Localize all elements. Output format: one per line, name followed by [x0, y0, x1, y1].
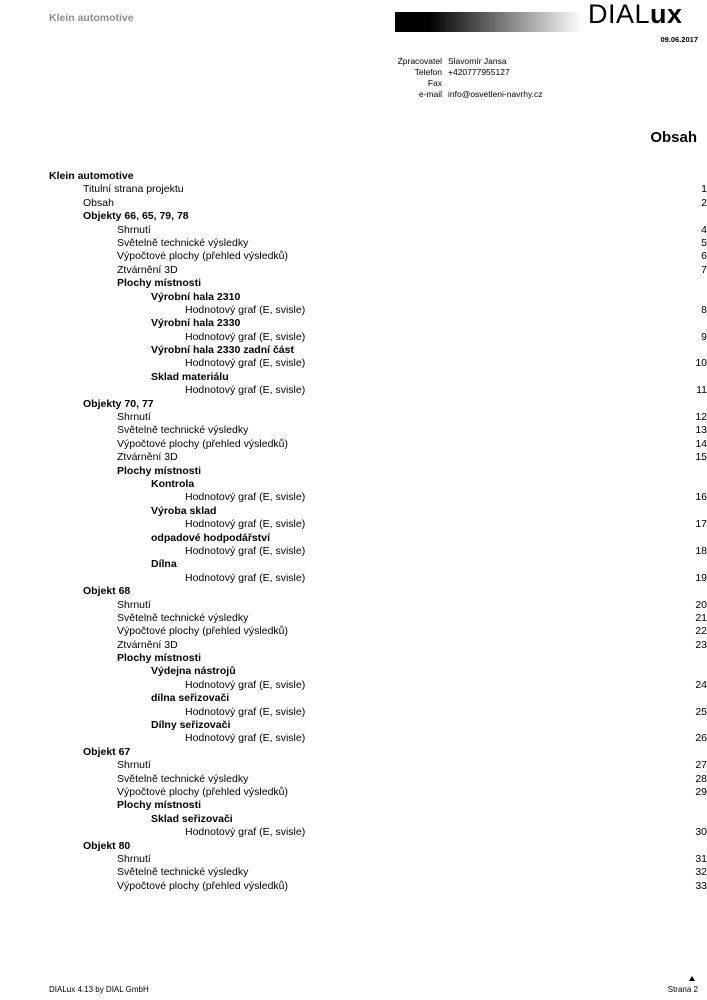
toc-entry-label: Hodnotový graf (E, svisle) — [185, 732, 306, 745]
toc-entry-label: Výpočtové plochy (přehled výsledků) — [117, 437, 289, 450]
toc-entry-label: Plochy místnosti — [117, 799, 202, 812]
toc-entry[interactable] — [49, 304, 707, 317]
toc-entry-page: 26 — [695, 732, 707, 745]
toc-entry-label: Plochy místnosti — [117, 277, 202, 290]
toc-entry-page: 6 — [701, 250, 707, 263]
toc-entry-page: 21 — [695, 611, 707, 624]
toc-entry-label: Hodnotový graf (E, svisle) — [185, 384, 306, 397]
toc-entry[interactable] — [49, 612, 707, 625]
toc-entry-label: Objekty 70, 77 — [83, 397, 154, 410]
toc-entry-label: Shrnutí — [117, 598, 151, 611]
toc-entry-label: Výdejna nástrojů — [151, 665, 236, 678]
toc-entry[interactable] — [49, 786, 707, 799]
toc-entry-page: 19 — [695, 571, 707, 584]
footer-page-number: Strana 2 — [667, 985, 698, 994]
toc-entry-page: 11 — [696, 384, 707, 397]
toc-entry[interactable] — [49, 719, 707, 732]
toc-entry[interactable] — [49, 558, 707, 571]
toc-entry[interactable] — [49, 532, 707, 545]
toc-entry[interactable] — [49, 170, 707, 183]
toc-entry-label: Hodnotový graf (E, svisle) — [185, 826, 306, 839]
contact-row — [370, 78, 700, 89]
toc-entry-page: 29 — [695, 785, 707, 798]
toc-entry[interactable] — [49, 679, 707, 692]
contact-value: Slavomír Jansa — [448, 56, 507, 66]
toc-entry-page: 27 — [695, 759, 707, 772]
toc-entry-label: Hodnotový graf (E, svisle) — [185, 303, 306, 316]
contact-row — [370, 56, 700, 67]
contact-value: info@osvetleni-navrhy.cz — [448, 89, 543, 99]
toc-entry-label: Shrnutí — [117, 411, 151, 424]
toc-entry-label: dílna seřizovači — [151, 692, 230, 705]
toc-entry-page: 30 — [695, 826, 707, 839]
toc-entry-label: Objekt 80 — [83, 839, 131, 852]
toc-entry-label: Světelně technické výsledky — [117, 866, 249, 879]
toc-entry[interactable] — [49, 813, 707, 826]
toc-entry[interactable] — [49, 599, 707, 612]
toc-entry-page: 2 — [701, 196, 707, 209]
toc-entry[interactable] — [49, 692, 707, 705]
toc-entry-label: Plochy místnosti — [117, 652, 202, 665]
toc-entry[interactable] — [49, 826, 707, 839]
toc-entry-label: Ztvárnění 3D — [117, 451, 178, 464]
toc-entry[interactable] — [49, 853, 707, 866]
company-name: Klein automotive — [49, 12, 134, 24]
toc-entry-label: Světelně technické výsledky — [117, 236, 249, 249]
toc-entry[interactable] — [49, 518, 707, 531]
toc-entry-label: Objekt 68 — [83, 585, 131, 598]
contact-block — [370, 56, 700, 100]
toc-entry[interactable] — [49, 264, 707, 277]
toc-entry[interactable] — [49, 652, 707, 665]
toc-entry-label: Klein automotive — [49, 170, 134, 182]
toc-entry-page: 5 — [701, 236, 707, 249]
toc-entry[interactable] — [49, 291, 707, 304]
dialux-logo — [588, 1, 683, 28]
toc-entry[interactable] — [49, 424, 707, 437]
toc-entry[interactable] — [49, 317, 707, 330]
header-gradient-bar — [395, 12, 583, 32]
toc-entry-label: Ztvárnění 3D — [117, 263, 178, 276]
toc-entry-label: Hodnotový graf (E, svisle) — [185, 544, 306, 557]
toc-entry-page: 10 — [695, 357, 707, 370]
toc-entry-label: Shrnutí — [117, 759, 151, 772]
toc-entry[interactable] — [49, 746, 707, 759]
toc-entry[interactable] — [49, 398, 707, 411]
section-title: Obsah — [650, 129, 697, 146]
toc-entry-page: 28 — [695, 772, 707, 785]
toc-entry[interactable] — [49, 237, 707, 250]
toc-entry-label: Hodnotový graf (E, svisle) — [185, 330, 306, 343]
toc-entry[interactable] — [49, 799, 707, 812]
toc-entry[interactable] — [49, 585, 707, 598]
toc-entry-label: Hodnotový graf (E, svisle) — [185, 571, 306, 584]
toc-entry[interactable] — [49, 331, 707, 344]
logo-part-bold: ux — [650, 0, 683, 29]
toc-entry-page: 16 — [695, 491, 707, 504]
contact-row — [370, 67, 700, 78]
toc-entry-page: 14 — [695, 437, 707, 450]
toc-entry-page: 4 — [701, 223, 707, 236]
table-of-contents — [49, 170, 707, 893]
toc-entry[interactable] — [49, 277, 707, 290]
document-date: 09.06.2017 — [660, 35, 698, 44]
toc-entry-label: Hodnotový graf (E, svisle) — [185, 678, 306, 691]
toc-entry[interactable] — [49, 706, 707, 719]
toc-entry-label: Výrobní hala 2330 — [151, 317, 241, 330]
toc-entry-label: Hodnotový graf (E, svisle) — [185, 705, 306, 718]
toc-entry[interactable] — [49, 183, 707, 196]
toc-entry-label: Výrobní hala 2310 — [151, 290, 241, 303]
contact-value: +420777955127 — [448, 67, 510, 77]
toc-entry[interactable] — [49, 505, 707, 518]
toc-entry[interactable] — [49, 545, 707, 558]
contact-label: Zpracovatel — [397, 56, 442, 66]
toc-entry[interactable] — [49, 344, 707, 357]
toc-entry-label: Výpočtové plochy (přehled výsledků) — [117, 250, 289, 263]
toc-entry-label: Plochy místnosti — [117, 464, 202, 477]
toc-entry-page: 33 — [695, 879, 707, 892]
toc-entry-label: Světelně technické výsledky — [117, 772, 249, 785]
toc-entry[interactable] — [49, 371, 707, 384]
toc-entry-label: Ztvárnění 3D — [117, 638, 178, 651]
toc-entry-label: Světelně technické výsledky — [117, 424, 249, 437]
toc-entry-label: Výpočtové plochy (přehled výsledků) — [117, 879, 289, 892]
toc-entry-page: 18 — [695, 544, 707, 557]
toc-entry-label: Obsah — [83, 196, 114, 209]
toc-entry[interactable] — [49, 465, 707, 478]
toc-entry[interactable] — [49, 451, 707, 464]
footer-software: DIALux 4.13 by DIAL GmbH — [49, 985, 149, 994]
toc-entry[interactable] — [49, 625, 707, 638]
toc-entry-label: Kontrola — [151, 477, 195, 490]
toc-entry-label: Sklad materiálu — [151, 370, 229, 383]
contact-label: e-mail — [418, 89, 442, 99]
toc-entry[interactable] — [49, 840, 707, 853]
toc-entry-page: 22 — [695, 625, 707, 638]
toc-entry-page: 23 — [695, 638, 707, 651]
toc-entry[interactable] — [49, 224, 707, 237]
toc-entry-label: Sklad seřizovači — [151, 812, 233, 825]
toc-entry-label: Shrnutí — [117, 852, 151, 865]
toc-entry-label: Světelně technické výsledky — [117, 611, 249, 624]
up-arrow-icon — [689, 976, 695, 981]
toc-entry-page: 7 — [701, 263, 707, 276]
toc-entry-label: Výpočtové plochy (přehled výsledků) — [117, 785, 289, 798]
toc-entry-label: Shrnutí — [117, 223, 151, 236]
toc-entry-label: Hodnotový graf (E, svisle) — [185, 518, 306, 531]
toc-entry[interactable] — [49, 491, 707, 504]
toc-entry[interactable] — [49, 880, 707, 893]
toc-entry-page: 17 — [695, 518, 707, 531]
toc-entry-label: Výpočtové plochy (přehled výsledků) — [117, 625, 289, 638]
toc-entry-label: Dílny seřizovači — [151, 719, 231, 732]
toc-entry[interactable] — [49, 572, 707, 585]
toc-entry[interactable] — [49, 438, 707, 451]
toc-entry[interactable] — [49, 732, 707, 745]
toc-entry-label: Objekty 66, 65, 79, 78 — [83, 210, 189, 223]
toc-entry-page: 25 — [695, 705, 707, 718]
toc-entry-label: Titulní strana projektu — [83, 183, 184, 196]
toc-entry-label: Dílna — [151, 558, 177, 571]
toc-entry-page: 15 — [695, 451, 707, 464]
toc-entry[interactable] — [49, 665, 707, 678]
toc-entry[interactable] — [49, 866, 707, 879]
toc-entry-label: Výroba sklad — [151, 504, 217, 517]
toc-entry[interactable] — [49, 773, 707, 786]
toc-entry-label: Objekt 67 — [83, 745, 131, 758]
toc-entry-page: 8 — [701, 303, 707, 316]
contact-label: Telefon — [414, 67, 442, 77]
toc-entry-page: 32 — [695, 866, 707, 879]
toc-entry[interactable] — [49, 384, 707, 397]
toc-entry[interactable] — [49, 411, 707, 424]
toc-entry[interactable] — [49, 639, 707, 652]
contact-row — [370, 89, 700, 100]
toc-entry[interactable] — [49, 759, 707, 772]
toc-entry-label: Hodnotový graf (E, svisle) — [185, 357, 306, 370]
toc-entry-page: 24 — [695, 678, 707, 691]
toc-entry[interactable] — [49, 250, 707, 263]
logo-part-thin: DIAL — [588, 0, 651, 29]
toc-entry[interactable] — [49, 478, 707, 491]
toc-entry[interactable] — [49, 210, 707, 223]
contact-label: Fax — [427, 78, 442, 88]
toc-entry[interactable] — [49, 197, 707, 210]
toc-entry-page: 12 — [695, 411, 707, 424]
toc-entry-page: 1 — [701, 183, 707, 196]
toc-entry-label: Hodnotový graf (E, svisle) — [185, 491, 306, 504]
toc-entry-page: 9 — [701, 330, 707, 343]
toc-entry-page: 13 — [695, 424, 707, 437]
toc-entry-label: odpadové hodpodářství — [151, 531, 271, 544]
toc-entry-label: Výrobní hala 2330 zadní část — [151, 344, 294, 357]
toc-entry[interactable] — [49, 357, 707, 370]
toc-entry-page: 31 — [695, 852, 707, 865]
toc-entry-page: 20 — [695, 598, 707, 611]
